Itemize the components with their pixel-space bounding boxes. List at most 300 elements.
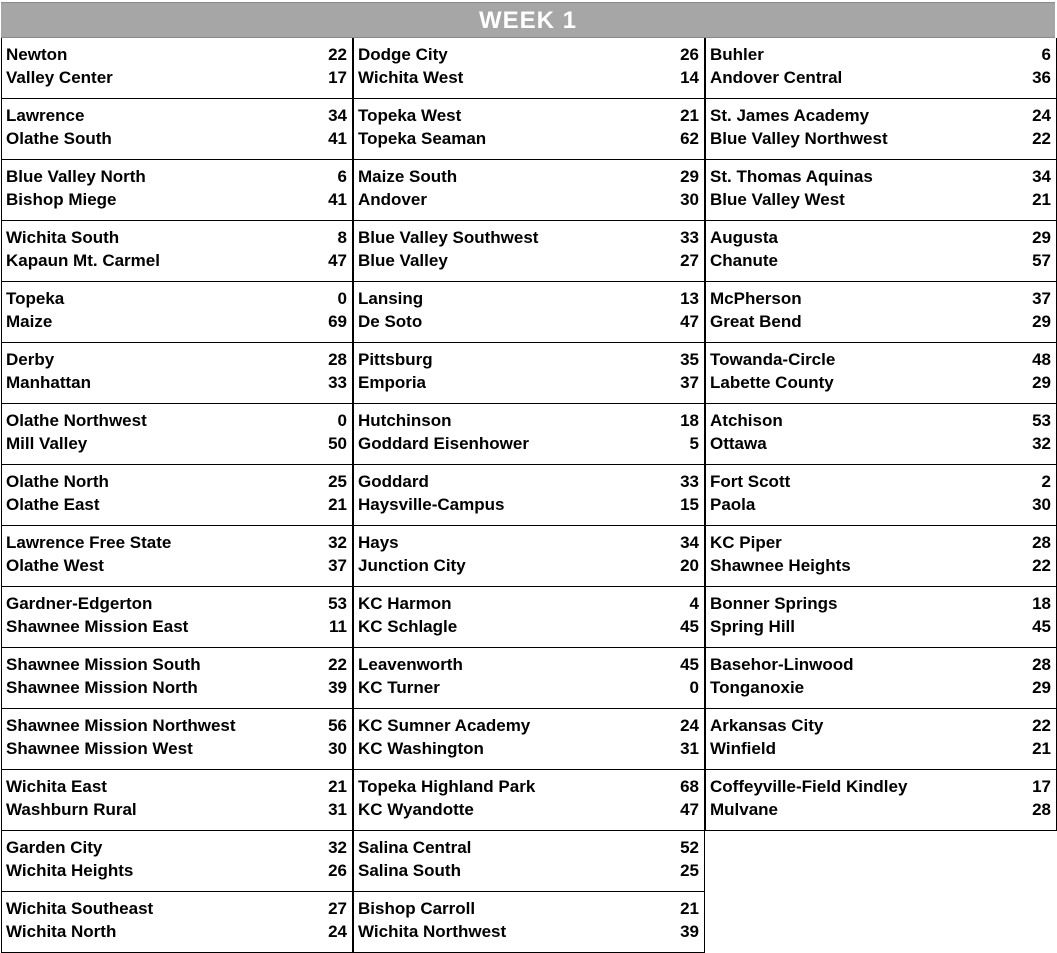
team-score: 47 — [328, 250, 347, 270]
team-name: Wichita Northwest — [358, 921, 507, 941]
game-cell — [706, 714, 1056, 770]
team-row — [706, 43, 1056, 66]
team-row — [2, 127, 352, 150]
team-row — [2, 920, 352, 943]
team-name: Blue Valley Northwest — [710, 128, 888, 148]
team-score: 13 — [680, 288, 699, 308]
scores-column-2 — [353, 38, 705, 953]
team-score: 37 — [328, 555, 347, 575]
team-score: 22 — [328, 44, 347, 64]
team-score: 35 — [680, 349, 699, 369]
team-row — [706, 737, 1056, 760]
team-row — [354, 165, 704, 188]
team-name: Shawnee Mission North — [6, 677, 198, 697]
team-row — [2, 226, 352, 249]
team-name: Junction City — [358, 555, 466, 575]
team-row — [354, 287, 704, 310]
team-score: 21 — [328, 494, 347, 514]
team-score: 24 — [680, 715, 699, 735]
team-name: Labette County — [710, 372, 834, 392]
team-row — [354, 531, 704, 554]
team-row — [354, 310, 704, 333]
team-name: Shawnee Mission South — [6, 654, 201, 674]
team-row — [2, 615, 352, 638]
team-row — [2, 897, 352, 920]
team-score: 48 — [1032, 349, 1051, 369]
game-cell — [354, 43, 704, 99]
team-name: Derby — [6, 349, 55, 369]
team-name: Shawnee Mission Northwest — [6, 715, 236, 735]
team-row — [706, 592, 1056, 615]
game-cell — [706, 104, 1056, 160]
team-name: Bonner Springs — [710, 593, 838, 613]
team-score: 24 — [1032, 105, 1051, 125]
week-header: WEEK 1 — [1, 2, 1055, 38]
team-score: 20 — [680, 555, 699, 575]
team-row — [706, 66, 1056, 89]
team-name: McPherson — [710, 288, 802, 308]
team-row — [2, 104, 352, 127]
team-row — [2, 531, 352, 554]
team-row — [2, 798, 352, 821]
team-name: Goddard — [358, 471, 429, 491]
team-score: 21 — [680, 105, 699, 125]
team-row — [706, 249, 1056, 272]
team-row — [2, 66, 352, 89]
team-row — [354, 104, 704, 127]
team-score: 32 — [328, 837, 347, 857]
team-score: 18 — [1032, 593, 1051, 613]
team-score: 50 — [328, 433, 347, 453]
game-cell — [354, 226, 704, 282]
team-name: KC Schlagle — [358, 616, 458, 636]
team-score: 2 — [1041, 471, 1051, 491]
team-score: 22 — [1032, 715, 1051, 735]
team-row — [706, 165, 1056, 188]
team-name: Coffeyville-Field Kindley — [710, 776, 908, 796]
team-score: 30 — [328, 738, 347, 758]
team-name: Winfield — [710, 738, 776, 758]
team-score: 31 — [680, 738, 699, 758]
team-score: 30 — [680, 189, 699, 209]
team-row — [2, 859, 352, 882]
team-score: 28 — [1032, 654, 1051, 674]
team-row — [354, 127, 704, 150]
team-row — [354, 371, 704, 394]
team-score: 36 — [1032, 67, 1051, 87]
team-name: Wichita North — [6, 921, 117, 941]
team-row — [2, 676, 352, 699]
team-name: KC Piper — [710, 532, 782, 552]
team-score: 37 — [680, 372, 699, 392]
team-name: Arkansas City — [710, 715, 824, 735]
team-name: Lawrence — [6, 105, 85, 125]
team-name: Blue Valley West — [710, 189, 845, 209]
team-name: Garden City — [6, 837, 103, 857]
team-score: 22 — [1032, 128, 1051, 148]
team-name: Andover — [358, 189, 427, 209]
team-name: Ottawa — [710, 433, 767, 453]
team-name: Salina South — [358, 860, 461, 880]
team-name: KC Sumner Academy — [358, 715, 531, 735]
team-row — [706, 798, 1056, 821]
team-row — [706, 188, 1056, 211]
team-name: Andover Central — [710, 67, 843, 87]
team-row — [354, 798, 704, 821]
scores-column-3 — [705, 38, 1057, 831]
team-score: 27 — [328, 898, 347, 918]
team-row — [706, 127, 1056, 150]
team-score: 17 — [328, 67, 347, 87]
team-name: KC Turner — [358, 677, 440, 697]
team-name: Blue Valley — [358, 250, 448, 270]
game-cell — [2, 897, 352, 953]
team-score: 21 — [680, 898, 699, 918]
team-score: 32 — [328, 532, 347, 552]
team-name: Leavenworth — [358, 654, 463, 674]
team-row — [354, 348, 704, 371]
team-name: Gardner-Edgerton — [6, 593, 153, 613]
team-name: Blue Valley North — [6, 166, 146, 186]
team-name: Paola — [710, 494, 756, 514]
team-row — [706, 409, 1056, 432]
team-name: Olathe East — [6, 494, 100, 514]
team-score: 33 — [680, 471, 699, 491]
game-cell — [706, 531, 1056, 587]
game-cell — [706, 653, 1056, 709]
team-row — [2, 737, 352, 760]
team-score: 47 — [680, 799, 699, 819]
team-row — [354, 920, 704, 943]
team-row — [2, 432, 352, 455]
game-cell — [354, 470, 704, 526]
team-name: Wichita Heights — [6, 860, 134, 880]
game-cell — [2, 714, 352, 770]
team-score: 31 — [328, 799, 347, 819]
game-cell — [706, 43, 1056, 99]
team-score: 33 — [680, 227, 699, 247]
team-score: 41 — [328, 189, 347, 209]
game-cell — [2, 409, 352, 465]
team-row — [706, 470, 1056, 493]
game-cell — [706, 287, 1056, 343]
team-score: 29 — [1032, 677, 1051, 697]
team-row — [2, 409, 352, 432]
team-row — [354, 66, 704, 89]
team-row — [706, 310, 1056, 333]
game-cell — [706, 226, 1056, 282]
team-row — [706, 348, 1056, 371]
team-score: 39 — [680, 921, 699, 941]
team-row — [2, 165, 352, 188]
team-score: 24 — [328, 921, 347, 941]
team-name: Olathe West — [6, 555, 104, 575]
team-row — [354, 409, 704, 432]
team-row — [354, 737, 704, 760]
team-row — [706, 775, 1056, 798]
game-cell — [706, 775, 1056, 831]
team-row — [2, 493, 352, 516]
team-row — [2, 775, 352, 798]
team-name: St. James Academy — [710, 105, 870, 125]
team-score: 29 — [1032, 311, 1051, 331]
team-row — [2, 348, 352, 371]
team-name: Olathe North — [6, 471, 109, 491]
team-row — [706, 714, 1056, 737]
game-cell — [2, 165, 352, 221]
team-score: 8 — [337, 227, 347, 247]
game-cell — [354, 348, 704, 404]
game-cell — [2, 470, 352, 526]
team-name: Maize — [6, 311, 53, 331]
team-name: Pittsburg — [358, 349, 433, 369]
game-cell — [354, 714, 704, 770]
team-name: De Soto — [358, 311, 423, 331]
team-score: 30 — [1032, 494, 1051, 514]
team-score: 22 — [1032, 555, 1051, 575]
team-score: 47 — [680, 311, 699, 331]
team-score: 22 — [328, 654, 347, 674]
team-name: Augusta — [710, 227, 778, 247]
game-cell — [354, 165, 704, 221]
team-score: 62 — [680, 128, 699, 148]
game-cell — [706, 348, 1056, 404]
team-score: 14 — [680, 67, 699, 87]
team-score: 33 — [328, 372, 347, 392]
team-name: KC Washington — [358, 738, 484, 758]
team-name: Olathe South — [6, 128, 112, 148]
team-name: Lawrence Free State — [6, 532, 172, 552]
team-name: Salina Central — [358, 837, 472, 857]
game-cell — [354, 592, 704, 648]
team-score: 0 — [689, 677, 699, 697]
team-name: Valley Center — [6, 67, 113, 87]
team-row — [354, 775, 704, 798]
team-row — [354, 859, 704, 882]
game-cell — [2, 104, 352, 160]
team-name: Atchison — [710, 410, 783, 430]
team-row — [2, 43, 352, 66]
team-row — [706, 615, 1056, 638]
team-score: 28 — [328, 349, 347, 369]
team-name: Mulvane — [710, 799, 779, 819]
team-row — [2, 188, 352, 211]
game-cell — [2, 775, 352, 831]
game-cell — [706, 165, 1056, 221]
game-cell — [2, 348, 352, 404]
team-row — [706, 493, 1056, 516]
team-row — [354, 676, 704, 699]
team-row — [354, 897, 704, 920]
team-row — [354, 43, 704, 66]
game-cell — [706, 592, 1056, 648]
team-name: Newton — [6, 44, 68, 64]
team-score: 18 — [680, 410, 699, 430]
team-name: Shawnee Mission East — [6, 616, 189, 636]
game-cell — [2, 43, 352, 99]
team-row — [706, 371, 1056, 394]
team-row — [2, 470, 352, 493]
team-name: KC Harmon — [358, 593, 452, 613]
team-score: 29 — [1032, 227, 1051, 247]
team-score: 27 — [680, 250, 699, 270]
team-row — [706, 104, 1056, 127]
team-name: Wichita South — [6, 227, 120, 247]
team-row — [354, 714, 704, 737]
game-cell — [354, 409, 704, 465]
team-score: 52 — [680, 837, 699, 857]
team-score: 34 — [680, 532, 699, 552]
team-row — [2, 287, 352, 310]
team-name: Goddard Eisenhower — [358, 433, 529, 453]
team-name: Wichita East — [6, 776, 107, 796]
game-cell — [354, 897, 704, 953]
game-cell — [706, 470, 1056, 526]
team-row — [354, 615, 704, 638]
team-score: 17 — [1032, 776, 1051, 796]
team-score: 53 — [328, 593, 347, 613]
team-score: 26 — [680, 44, 699, 64]
team-score: 6 — [1041, 44, 1051, 64]
team-score: 45 — [680, 654, 699, 674]
team-name: Towanda-Circle — [710, 349, 836, 369]
team-row — [354, 226, 704, 249]
team-name: Mill Valley — [6, 433, 88, 453]
team-score: 39 — [328, 677, 347, 697]
team-row — [2, 592, 352, 615]
team-score: 69 — [328, 311, 347, 331]
team-score: 21 — [328, 776, 347, 796]
team-row — [2, 554, 352, 577]
team-name: Shawnee Heights — [710, 555, 851, 575]
team-score: 21 — [1032, 189, 1051, 209]
team-score: 32 — [1032, 433, 1051, 453]
team-row — [354, 836, 704, 859]
team-score: 45 — [680, 616, 699, 636]
game-cell — [2, 836, 352, 892]
team-row — [706, 287, 1056, 310]
team-name: Dodge City — [358, 44, 448, 64]
game-cell — [2, 531, 352, 587]
team-row — [706, 554, 1056, 577]
team-name: Maize South — [358, 166, 458, 186]
scores-column-1 — [1, 38, 353, 953]
team-name: KC Wyandotte — [358, 799, 474, 819]
team-row — [706, 531, 1056, 554]
team-score: 29 — [680, 166, 699, 186]
team-name: Topeka — [6, 288, 65, 308]
team-name: St. Thomas Aquinas — [710, 166, 873, 186]
team-row — [2, 249, 352, 272]
game-cell — [2, 226, 352, 282]
team-name: Hutchinson — [358, 410, 452, 430]
team-name: Tonganoxie — [710, 677, 805, 697]
team-score: 25 — [680, 860, 699, 880]
game-cell — [2, 287, 352, 343]
team-row — [2, 714, 352, 737]
team-name: Hays — [358, 532, 399, 552]
team-score: 4 — [689, 593, 699, 613]
team-name: Basehor-Linwood — [710, 654, 854, 674]
team-name: Kapaun Mt. Carmel — [6, 250, 160, 270]
team-name: Wichita Southeast — [6, 898, 154, 918]
team-row — [354, 432, 704, 455]
game-cell — [354, 653, 704, 709]
game-cell — [354, 775, 704, 831]
team-row — [706, 653, 1056, 676]
team-row — [354, 653, 704, 676]
team-score: 45 — [1032, 616, 1051, 636]
game-cell — [706, 409, 1056, 465]
team-score: 21 — [1032, 738, 1051, 758]
team-row — [354, 188, 704, 211]
team-score: 28 — [1032, 532, 1051, 552]
team-row — [354, 592, 704, 615]
team-row — [706, 226, 1056, 249]
team-score: 26 — [328, 860, 347, 880]
team-row — [706, 432, 1056, 455]
team-score: 0 — [337, 288, 347, 308]
team-name: Bishop Carroll — [358, 898, 476, 918]
team-score: 56 — [328, 715, 347, 735]
team-name: Bishop Miege — [6, 189, 117, 209]
team-score: 28 — [1032, 799, 1051, 819]
team-score: 11 — [329, 616, 347, 636]
team-name: Haysville-Campus — [358, 494, 505, 514]
team-row — [354, 493, 704, 516]
game-cell — [2, 592, 352, 648]
game-cell — [354, 836, 704, 892]
team-score: 6 — [337, 166, 347, 186]
team-name: Blue Valley Southwest — [358, 227, 539, 247]
team-row — [354, 554, 704, 577]
game-cell — [354, 104, 704, 160]
team-name: Manhattan — [6, 372, 91, 392]
team-name: Emporia — [358, 372, 427, 392]
team-row — [354, 470, 704, 493]
team-row — [2, 371, 352, 394]
game-cell — [354, 531, 704, 587]
team-name: Chanute — [710, 250, 778, 270]
team-name: Fort Scott — [710, 471, 791, 491]
team-name: Washburn Rural — [6, 799, 137, 819]
team-name: Topeka West — [358, 105, 462, 125]
team-score: 0 — [337, 410, 347, 430]
team-name: Olathe Northwest — [6, 410, 147, 430]
team-score: 34 — [328, 105, 347, 125]
team-score: 53 — [1032, 410, 1051, 430]
team-score: 5 — [689, 433, 699, 453]
team-score: 68 — [680, 776, 699, 796]
team-row — [706, 676, 1056, 699]
team-row — [2, 836, 352, 859]
team-name: Shawnee Mission West — [6, 738, 193, 758]
team-name: Topeka Seaman — [358, 128, 487, 148]
team-row — [2, 310, 352, 333]
team-score: 37 — [1032, 288, 1051, 308]
team-row — [354, 249, 704, 272]
team-score: 57 — [1032, 250, 1051, 270]
team-score: 29 — [1032, 372, 1051, 392]
team-name: Spring Hill — [710, 616, 795, 636]
team-score: 25 — [328, 471, 347, 491]
team-row — [2, 653, 352, 676]
team-score: 34 — [1032, 166, 1051, 186]
team-name: Wichita West — [358, 67, 464, 87]
team-name: Great Bend — [710, 311, 802, 331]
team-score: 15 — [680, 494, 699, 514]
team-name: Lansing — [358, 288, 424, 308]
